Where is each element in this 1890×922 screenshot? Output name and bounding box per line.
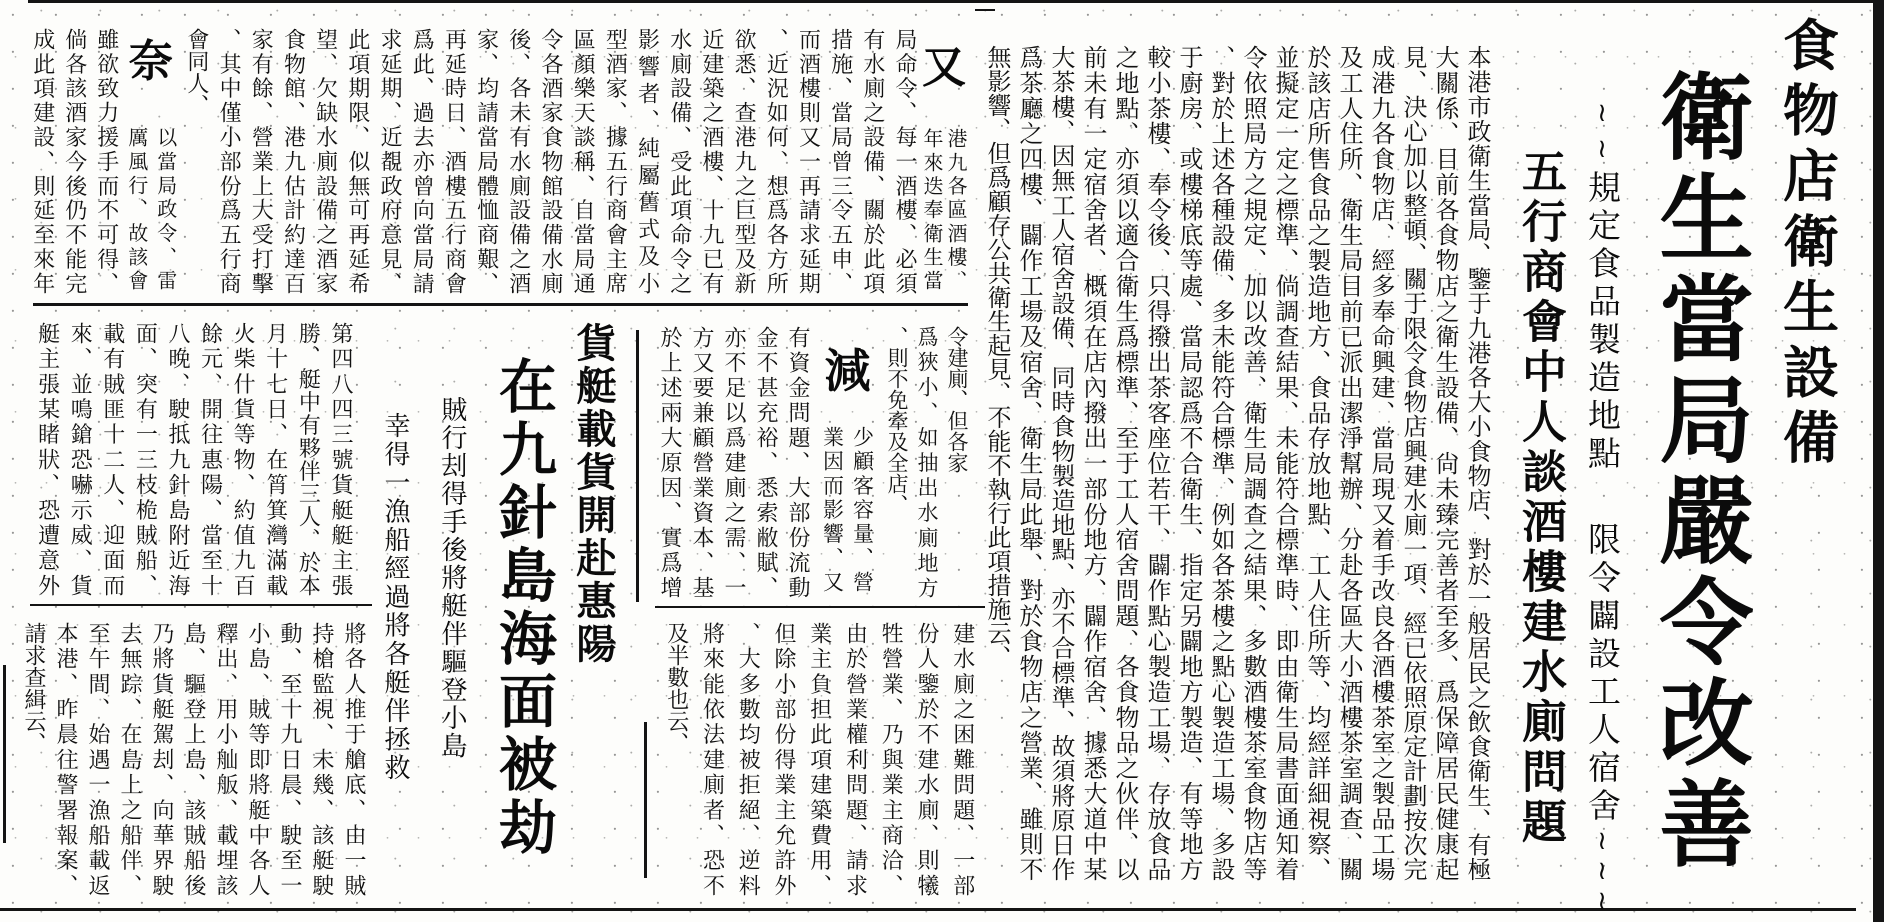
piracy-headline-2: 在九針島海面被劫 xyxy=(489,356,557,860)
text-column: 方又要兼顧營業資本、基 xyxy=(689,326,714,598)
secondary-headline: 五行商會中人談酒樓建水廁問題 xyxy=(1514,148,1567,848)
text-column: 於上述兩大原因、實爲增 xyxy=(657,326,682,598)
text-column: 此項期限、似無可再延希 xyxy=(344,28,370,294)
subtitle-part-2: 限令闢設工人宿舍 xyxy=(1583,522,1622,826)
restaurant-tier-2-divider xyxy=(655,606,985,608)
text-column: 年來迭奉衛生當 xyxy=(920,128,944,290)
kicker-headline: 食物店衛生設備 xyxy=(1774,16,1840,474)
piracy-article-tier-2 xyxy=(17,622,369,896)
dropcap-group xyxy=(813,326,882,598)
restaurant-tier-2-columns-a xyxy=(882,326,972,598)
wave-mark-icon: ≀≀ xyxy=(1587,98,1617,170)
text-column: 、對於上述各種設備、多未能符合標準、例如各茶樓之點心製造工場、多設 xyxy=(1207,45,1235,881)
restaurant-tier-1-columns-a xyxy=(180,28,920,294)
text-column: 於該店所售食品之製造地方、食品存放地點、工人住所等、均經詳細視察、 xyxy=(1303,45,1331,881)
text-column: 業主負担此項建築費用、 xyxy=(806,622,832,896)
text-column: 區顏樂天談稱、自當局通 xyxy=(570,28,596,294)
text-column: 食物館、港九估計約達百 xyxy=(280,28,306,294)
text-column: 見、決心加以整頓、關于限令食物店興建水廁一項、經已依照原定計劃按次完 xyxy=(1399,45,1427,881)
restaurant-article-tier-3 xyxy=(658,622,980,896)
dropcap-character: 奈 xyxy=(128,36,173,87)
text-column: 將各人推于艙底、由一賊 xyxy=(341,622,366,896)
text-column: 小島、賊等即將艇中各人 xyxy=(245,622,270,896)
text-column: 建水廁之困難問題、一部 xyxy=(949,622,975,896)
piracy-tier-divider xyxy=(30,604,372,606)
text-column: 有水廁之設備、關於此項 xyxy=(859,28,885,294)
column-separator-upper xyxy=(636,330,639,602)
dropcap-subcolumns xyxy=(920,128,968,290)
text-column: 欲悉、查港九之巨型及新 xyxy=(731,28,757,294)
left-edge-rule xyxy=(3,665,6,843)
text-column: 影響者、純屬舊式及小 xyxy=(634,28,660,294)
text-column: 後、各未有水廁設備之酒 xyxy=(505,28,531,294)
text-column: 家、均請當局體恤商艱、 xyxy=(473,28,499,294)
text-column: 及工人住所、衛生局目前已派出潔淨幫辦、分赴各區大小酒樓茶室調查、關 xyxy=(1335,45,1363,881)
text-column: 水廁設備、受此項命令之 xyxy=(666,28,692,294)
dropcap-character: 又 xyxy=(922,42,966,93)
wave-mark-icon: ≀≀≀ xyxy=(1587,826,1617,916)
restaurant-tier-2-columns-b xyxy=(653,326,813,598)
text-column: 金不甚充裕、悉索敝賦、 xyxy=(753,326,778,598)
text-column: 八晚、駛抵九針島附近海 xyxy=(164,322,190,596)
text-column: 爲此、過去亦曾向當局請 xyxy=(409,28,435,294)
text-column: 少顧客容量、營 xyxy=(850,426,875,592)
restaurant-article-tier-2 xyxy=(653,326,972,598)
text-column: 成此項建設、則延至來年 xyxy=(29,28,55,294)
text-column: 本港、昨晨往警署報案、 xyxy=(53,622,78,896)
text-column: 較小茶樓、奉令後、只得撥出茶客座位若干、闢作點心製造工場、存放食品 xyxy=(1143,45,1171,881)
dropcap-group xyxy=(122,28,180,294)
text-column: 來、並鳴鎗恐嚇示威、貨 xyxy=(67,322,93,596)
text-column: 求延期、近覩政府意見、 xyxy=(377,28,402,294)
text-column: 措施、當局曾三令五申、 xyxy=(827,28,853,294)
dropcap-subcolumns xyxy=(122,127,180,290)
text-column: 大關係、目前各食物店之衛生設備、尙未臻完善者至多、爲保障居民健康起 xyxy=(1431,45,1459,881)
right-border xyxy=(1873,0,1884,922)
restaurant-article-tier-1 xyxy=(25,28,968,294)
text-column: 動、至十九日晨、駛至一 xyxy=(277,622,302,896)
tier-1-divider xyxy=(33,303,968,306)
text-column: 去無踪、在島上之船伴、 xyxy=(117,622,142,896)
text-column: 勝、艇中有夥伴三人、於本 xyxy=(295,322,321,596)
text-column: 至午間、始遇一漁船載返 xyxy=(85,622,110,896)
bottom-rule xyxy=(0,908,1856,911)
text-column: 近建築之酒樓、十九已有 xyxy=(698,28,724,294)
main-headline: 衛生當局嚴令改善 xyxy=(1643,68,1753,876)
dash-mark xyxy=(975,9,995,11)
piracy-subheadline-1: 賊行刦得手後將艇伴驅登小島 xyxy=(437,396,467,760)
text-column: 、大多數均被拒絕、逆料 xyxy=(735,622,761,896)
text-column: 令建廁、但各家 xyxy=(945,326,969,473)
subtitle-part-1: 規定食品製造地點 xyxy=(1583,170,1622,474)
text-column: 艇主張某睹狀、恐遭意外 xyxy=(34,322,60,596)
top-rule xyxy=(28,0,1878,3)
text-column: 載有賊匪十二人、迎面而 xyxy=(99,322,125,596)
text-column: 前未有一定宿舍者、概須在店內撥出一部份地方、闢作宿舍、據悉大道中某 xyxy=(1079,45,1107,881)
text-column: 由於營業權利問題、請求 xyxy=(842,622,868,896)
text-column: 局命令、每一酒樓、必須 xyxy=(892,28,917,294)
text-column: 之地點、亦須以適合衛生爲標準、至于工人宿舍問題、各食物品之伙伴、以 xyxy=(1111,45,1139,881)
text-column: 港九各區酒樓、 xyxy=(944,128,968,290)
text-column: 、其中僅小部份爲五行商 xyxy=(216,28,242,294)
text-column: 再延時日、酒樓五行商會 xyxy=(441,28,467,294)
text-column: 大茶樓、因無工人宿舍設備、同時食物製造地點、亦不合標準、故須將原日作 xyxy=(1047,45,1075,881)
text-column: 牲營業、乃與業主商洽、 xyxy=(878,622,904,896)
text-column: 厲風行、故該會 xyxy=(124,127,149,290)
piracy-article-tier-1 xyxy=(30,322,356,596)
text-column: 于廚房、或樓梯底等處、當局認爲不合衛生、指定另闢地方製造、有等地方 xyxy=(1175,45,1203,881)
text-column: 亦不足以爲建廁之需、一 xyxy=(721,326,746,598)
text-column: 而酒樓則又一再請求延期 xyxy=(795,28,821,294)
text-column: 面、突有一三枝桅賊船、 xyxy=(132,322,158,596)
dropcap-character: 減 xyxy=(824,344,871,398)
restaurant-tier-1-columns-b xyxy=(26,28,122,294)
text-column: 並擬定一定之標準、倘調查結果、未能符合標準時、即由衛生局書面通知着 xyxy=(1271,45,1299,881)
text-column: 島、驅登上島、該賊船後 xyxy=(181,622,206,896)
text-column: 無影響、但爲顧存公共衛生起見、不能不執行此項措施云、 xyxy=(983,45,1011,669)
text-column: 及半數也云、 xyxy=(663,622,689,754)
text-column: 但除小部份得業主允許外 xyxy=(771,622,796,896)
text-column: 爲茶廳之四樓、闢作工場及宿舍、衛生局此舉、對於食物店之營業、雖則不 xyxy=(1015,45,1043,881)
dropcap-subcolumns xyxy=(813,426,882,592)
text-column: 會同人、 xyxy=(183,28,209,116)
text-column: 望、欠缺水廁設備之酒家 xyxy=(312,28,338,294)
text-column: 令依照局方之規定、加以改善、衛生局調查之結果、多數酒樓茶室食物店等 xyxy=(1239,45,1267,881)
text-column: 本港市政衛生當局、鑒于九港各大小食物店、對於一般居民之飲食衛生、有極 xyxy=(1463,45,1491,881)
text-column: 令各酒家食物館設備水廁 xyxy=(537,28,563,294)
text-column: 成港九各食物店、經多奉命興建、當局現又着手改良各酒樓茶室之製品工場 xyxy=(1367,45,1395,881)
text-column: 爲狹小、如抽出水廁地方 xyxy=(915,326,939,598)
text-column: 雖欲致力援手而不可得、 xyxy=(93,28,119,294)
text-column: 持槍監視、未幾、該艇駛 xyxy=(309,622,334,896)
text-column: 型酒家、據五行商會主席 xyxy=(602,28,628,294)
text-column: 有資金問題、大部份流動 xyxy=(785,326,810,598)
text-column: 請求查緝云、 xyxy=(21,622,46,754)
text-column: 月十七日、在筲箕灣滿載 xyxy=(262,322,288,596)
dropcap-group xyxy=(920,28,968,294)
text-column: 釋出、用小舢舨、載埋該 xyxy=(213,622,238,896)
subtitle xyxy=(1582,98,1622,916)
text-column: 以當局政令、雷 xyxy=(153,127,178,290)
text-column: 火柴什貨等物、約值九百 xyxy=(230,322,256,596)
text-column: 業因而影響、又 xyxy=(820,426,845,592)
text-column: 家有餘、營業上大受打擊 xyxy=(248,28,274,294)
text-column: 乃將貨艇駕刦、向華界駛 xyxy=(149,622,174,896)
text-column: 、近況如何、想爲各方所 xyxy=(763,28,789,294)
column-separator-lower xyxy=(644,722,647,878)
text-column: 、則不免牽及全店、 xyxy=(885,326,909,515)
text-column: 第四八四三號貨艇艇主張 xyxy=(327,322,353,596)
text-column: 份人鑒於不建水廁、則犧 xyxy=(914,622,939,896)
piracy-subheadline-2: 幸得一漁船經過將各艇伴拯救 xyxy=(380,412,410,783)
text-column: 餘元、開往惠陽、當至十 xyxy=(197,322,223,596)
text-column: 將來能依法建廁者、恐不 xyxy=(699,622,725,896)
hygiene-article-body xyxy=(981,45,1493,881)
text-column: 倘各該酒家今後仍不能完 xyxy=(61,28,87,294)
piracy-headline-1: 貨艇載貨開赴惠陽 xyxy=(570,322,617,666)
